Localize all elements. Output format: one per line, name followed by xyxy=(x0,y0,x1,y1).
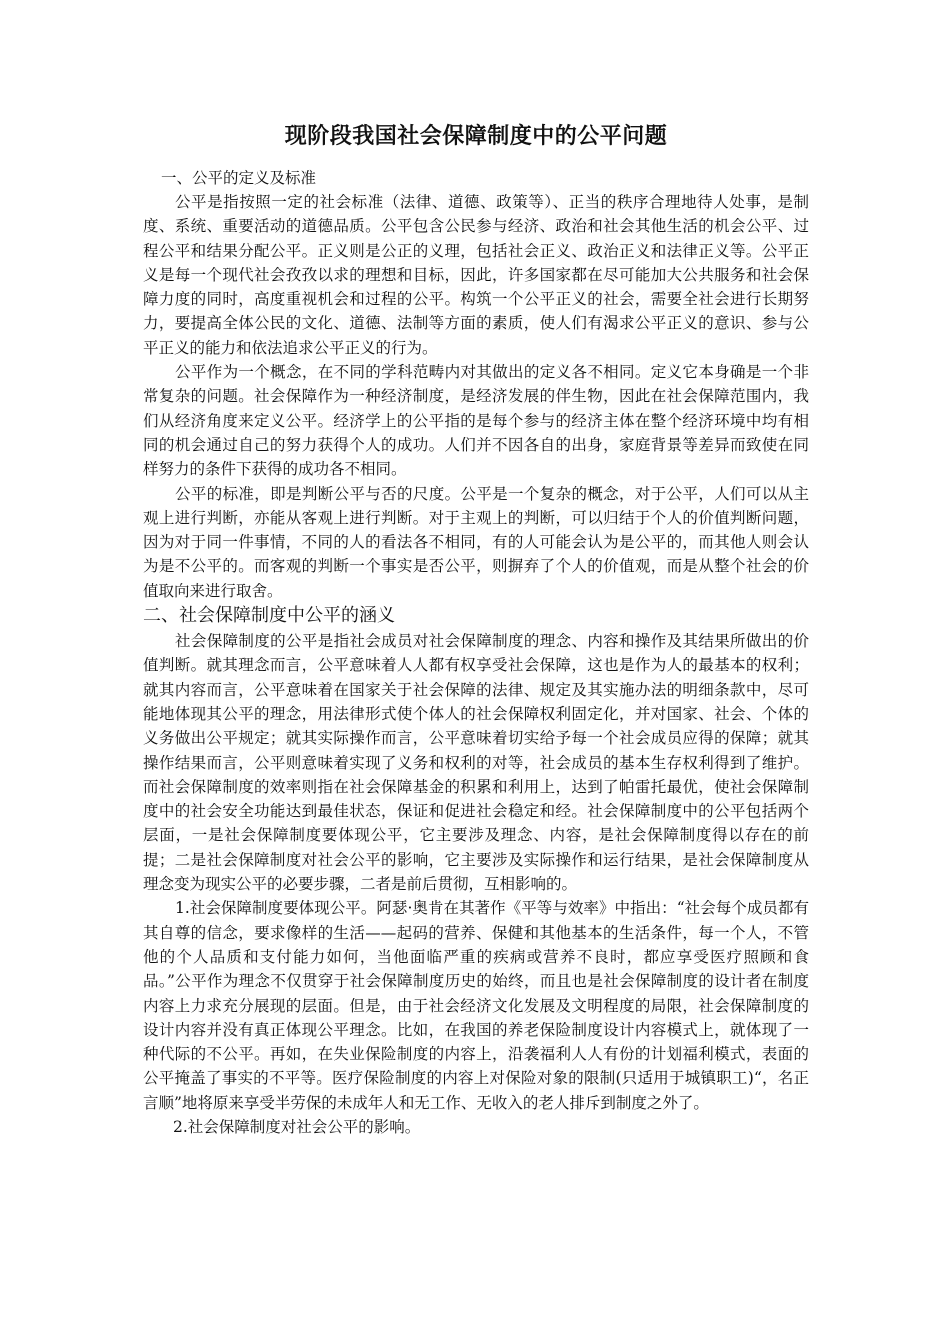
document-title: 现阶段我国社会保障制度中的公平问题 xyxy=(284,123,668,149)
section-heading-meaning: 二、社会保障制度中公平的涵义 xyxy=(143,605,395,627)
paragraph-fairness-concept: 公平作为一个概念，在不同的学科范畴内对其做出的定义各不相同。定义它本身确是一个非常复杂的问题。社会保障作为一种经济制度，是经济发展的伴生物，因此在社会保障范围内，我们从经济角度来定义公平。经济学上的公平指的是每个参与的经济主体在整个经济环境中均有相同的机会通过自己的努力获得个人的成功。人们并不因各自的出身，家庭背景等差异而致使在同样努力的条件下获得的成功各不相同。 xyxy=(143,363,809,479)
paragraph-social-security-fairness: 社会保障制度的公平是指社会成员对社会保障制度的理念、内容和操作及其结果所做出的价值判断。就其理念而言，公平意味着人人都有权享受社会保障，这也是作为人的最基本的权利；就其内容而言，公平意味着在国家关于社会保障的法律、规定及其实施办法的明细条款中，尽可能地体现其公平的理念，用法律形式使个体人的社会保障权利固定化，并对国家、社会、个体的义务做出公平规定；就其实际操作而言，公平意味着切实给予每一个社会成员应得的保障；就其操作结果而言，公平则意味着实现了义务和权利的对等，社会成员的基本生存权利得到了维护。而社会保障制度的效率则指在社会保障基金的积累和利用上，达到了帕雷托最优，使社会保障制度中的社会安全功能达到最佳状态，保证和促进社会稳定和经。社会保障制度中的公平包括两个层面，一是社会保障制度要体现公平，它主要涉及理念、内容，是社会保障制度得以存在的前提；二是社会保障制度对社会公平的影响，它主要涉及实际操作和运行结果，是社会保障制度从理念变为现实公平的必要步骤，二者是前后贯彻，互相影响的。 xyxy=(143,632,809,894)
paragraph-fairness-standard: 公平的标准，即是判断公平与否的尺度。公平是一个复杂的概念，对于公平，人们可以从主观上进行判断，亦能从客观上进行判断。对于主观上的判断，可以归结于个人的价值判断问题，因为对于同一件事情，不同的人的看法各不相同，有的人可能会认为是公平的，而其他人则会认为是不公平的。而客观的判断一个事实是否公平，则摒弃了个人的价值观，而是从整个社会的价值取向来进行取舍。 xyxy=(143,484,809,600)
point-2-heading: 2.社会保障制度对社会公平的影响。 xyxy=(173,1117,421,1136)
paragraph-fairness-definition: 公平是指按照一定的社会标准（法律、道德、政策等）、正当的秩序合理地待人处事，是制度、系统、重要活动的道德品质。公平包含公民参与经济、政治和社会其他生活的机会公平、过程公平和结果分配公平。正义则是公正的义理，包括社会正义、政治正义和法律正义等。公平正义是每一个现代社会孜孜以求的理想和目标，因此，许多国家都在尽可能加大公共服务和社会保障力度的同时，高度重视机会和过程的公平。构筑一个公平正义的社会，需要全社会进行长期努力，要提高全体公民的文化、道德、法制等方面的素质，使人们有渴求公平正义的意识、参与公平正义的能力和依法追求公平正义的行为。 xyxy=(143,193,809,357)
paragraph-point-1: 1.社会保障制度要体现公平。阿瑟·奥肯在其著作《平等与效率》中指出：“社会每个成员都有其自尊的信念，要求像样的生活——起码的营养、保健和其他基本的生活条件，每一个人，不管他的个人品质和支付能力如何，当他面临严重的疾病或营养不良时，都应享受医疗照顾和食品。”公平作为理念不仅贯穿于社会保障制度历史的始终，而且也是社会保障制度的设计者在制度内容上力求充分展现的层面。但是，由于社会经济文化发展及文明程度的局限，社会保障制度的设计内容并没有真正体现公平理念。比如，在我国的养老保险制度设计内容模式上，就体现了一种代际的不公平。再如，在失业保险制度的内容上，沿袭福利人人有份的计划福利模式，表面的公平掩盖了事实的不平等。医疗保险制度的内容上对保险对象的限制(只适用于城镇职工)“，名正言顺”地将原来享受半劳保的未成年人和无工作、无收入的老人排斥到制度之外了。 xyxy=(143,899,809,1112)
section-heading-definition: 一、公平的定义及标准 xyxy=(161,169,317,187)
document-page xyxy=(143,120,809,1139)
